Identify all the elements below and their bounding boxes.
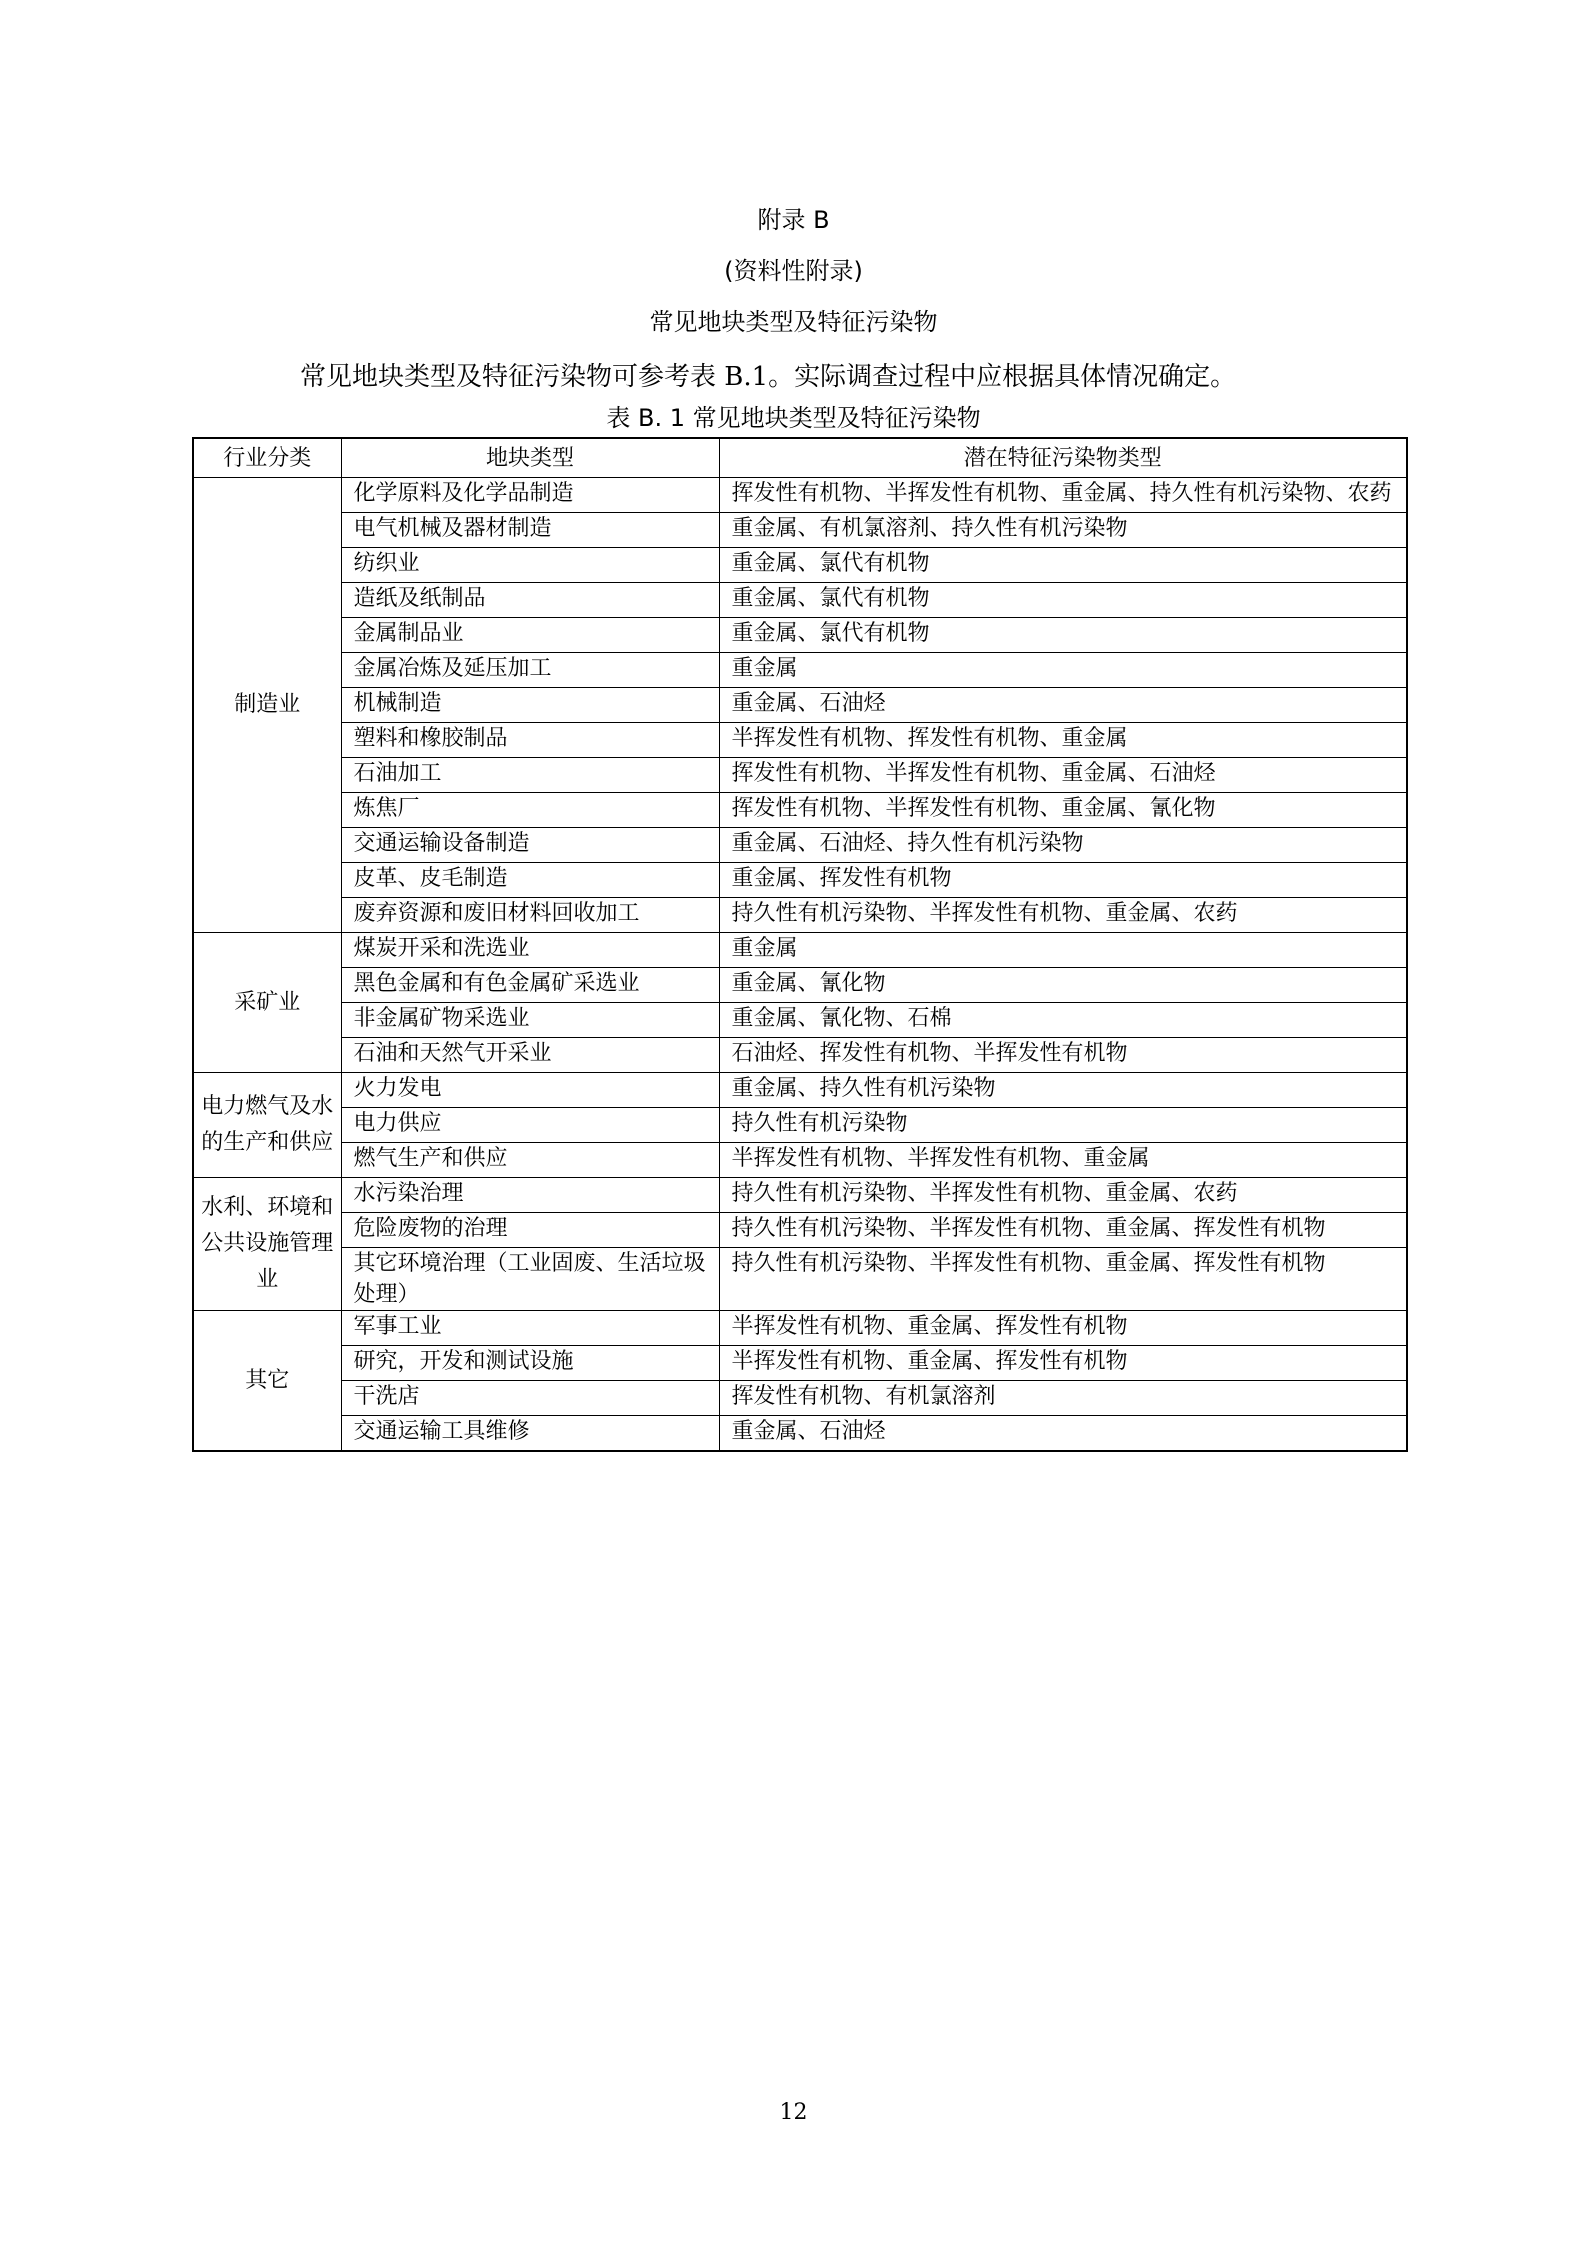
site-type-cell: 化学原料及化学品制造 (341, 478, 719, 513)
industry-cell: 水利、环境和公共设施管理业 (193, 1178, 341, 1311)
pollutants-cell: 持久性有机污染物 (719, 1108, 1407, 1143)
pollutants-cell: 重金属 (719, 933, 1407, 968)
table-row (193, 1213, 1407, 1248)
pollutants-cell: 半挥发性有机物、挥发性有机物、重金属 (719, 723, 1407, 758)
table-row (193, 933, 1407, 968)
site-type-cell: 电力供应 (341, 1108, 719, 1143)
pollutants-cell: 挥发性有机物、半挥发性有机物、重金属、石油烃 (719, 758, 1407, 793)
site-type-cell: 研究，开发和测试设施 (341, 1346, 719, 1381)
site-type-cell: 其它环境治理（工业固废、生活垃圾处理） (341, 1248, 719, 1311)
pollutants-cell: 持久性有机污染物、半挥发性有机物、重金属、挥发性有机物 (719, 1248, 1407, 1311)
site-type-cell: 水污染治理 (341, 1178, 719, 1213)
table-row (193, 688, 1407, 723)
site-type-cell: 火力发电 (341, 1073, 719, 1108)
appendix-title: 常见地块类型及特征污染物 (649, 308, 938, 336)
table-row (193, 1003, 1407, 1038)
table-row (193, 548, 1407, 583)
site-type-cell: 黑色金属和有色金属矿采选业 (341, 968, 719, 1003)
pollutants-cell: 持久性有机污染物、半挥发性有机物、重金属、农药 (719, 1178, 1407, 1213)
industry-cell: 采矿业 (193, 933, 341, 1073)
appendix-type: (资料性附录) (724, 257, 863, 285)
table-row (193, 863, 1407, 898)
pollutants-cell: 挥发性有机物、有机氯溶剂 (719, 1381, 1407, 1416)
table-row (193, 1381, 1407, 1416)
site-type-cell: 皮革、皮毛制造 (341, 863, 719, 898)
table-row (193, 793, 1407, 828)
industry-cell: 电力燃气及水的生产和供应 (193, 1073, 341, 1178)
table-row (193, 898, 1407, 933)
site-type-cell: 金属冶炼及延压加工 (341, 653, 719, 688)
table-row (193, 1073, 1407, 1108)
pollutants-cell: 重金属、石油烃、持久性有机污染物 (719, 828, 1407, 863)
site-type-cell: 电气机械及器材制造 (341, 513, 719, 548)
appendix-label: 附录 B (757, 206, 830, 234)
table-row (193, 1346, 1407, 1381)
site-type-cell: 干洗店 (341, 1381, 719, 1416)
pollutants-cell: 半挥发性有机物、重金属、挥发性有机物 (719, 1346, 1407, 1381)
industry-cell: 制造业 (193, 478, 341, 933)
table-row (193, 1143, 1407, 1178)
pollutants-cell: 石油烃、挥发性有机物、半挥发性有机物 (719, 1038, 1407, 1073)
site-type-cell: 纺织业 (341, 548, 719, 583)
pollutants-cell: 挥发性有机物、半挥发性有机物、重金属、氰化物 (719, 793, 1407, 828)
table-row (193, 1108, 1407, 1143)
pollutants-cell: 重金属、石油烃 (719, 688, 1407, 723)
header-industry: 行业分类 (193, 438, 341, 478)
table-row (193, 1038, 1407, 1073)
pollutants-cell: 持久性有机污染物、半挥发性有机物、重金属、挥发性有机物 (719, 1213, 1407, 1248)
table-body (193, 478, 1407, 1452)
pollutants-cell: 重金属、氰化物 (719, 968, 1407, 1003)
page-number: 12 (779, 2100, 808, 2125)
pollutants-cell: 持久性有机污染物、半挥发性有机物、重金属、农药 (719, 898, 1407, 933)
table-row (193, 1248, 1407, 1311)
site-type-cell: 机械制造 (341, 688, 719, 723)
pollutants-cell: 重金属、有机氯溶剂、持久性有机污染物 (719, 513, 1407, 548)
pollutants-cell: 重金属、持久性有机污染物 (719, 1073, 1407, 1108)
site-type-cell: 石油加工 (341, 758, 719, 793)
pollutants-cell: 半挥发性有机物、半挥发性有机物、重金属 (719, 1143, 1407, 1178)
header-site-type: 地块类型 (341, 438, 719, 478)
table-caption: 表 B. 1 常见地块类型及特征污染物 (606, 404, 981, 432)
table-row (193, 968, 1407, 1003)
intro-paragraph: 常见地块类型及特征污染物可参考表 B.1。实际调查过程中应根据具体情况确定。 (300, 362, 1237, 392)
pollutants-cell: 半挥发性有机物、重金属、挥发性有机物 (719, 1311, 1407, 1346)
pollutants-cell: 重金属 (719, 653, 1407, 688)
site-type-cell: 非金属矿物采选业 (341, 1003, 719, 1038)
table-row (193, 723, 1407, 758)
table-row (193, 1416, 1407, 1452)
table-row (193, 618, 1407, 653)
pollutants-cell: 重金属、石油烃 (719, 1416, 1407, 1452)
table-row (193, 513, 1407, 548)
site-type-cell: 塑料和橡胶制品 (341, 723, 719, 758)
site-type-cell: 炼焦厂 (341, 793, 719, 828)
site-type-cell: 燃气生产和供应 (341, 1143, 719, 1178)
pollutant-table (192, 437, 1408, 1452)
site-type-cell: 石油和天然气开采业 (341, 1038, 719, 1073)
table-row (193, 1311, 1407, 1346)
site-type-cell: 危险废物的治理 (341, 1213, 719, 1248)
site-type-cell: 造纸及纸制品 (341, 583, 719, 618)
site-type-cell: 交通运输工具维修 (341, 1416, 719, 1452)
site-type-cell: 废弃资源和废旧材料回收加工 (341, 898, 719, 933)
pollutants-cell: 重金属、氰化物、石棉 (719, 1003, 1407, 1038)
table-row (193, 583, 1407, 618)
table-header-row (193, 438, 1407, 478)
table-row (193, 653, 1407, 688)
pollutants-cell: 重金属、氯代有机物 (719, 618, 1407, 653)
table-row (193, 758, 1407, 793)
table-row (193, 1178, 1407, 1213)
industry-cell: 其它 (193, 1311, 341, 1452)
table-row (193, 828, 1407, 863)
site-type-cell: 金属制品业 (341, 618, 719, 653)
pollutants-cell: 重金属、氯代有机物 (719, 583, 1407, 618)
pollutants-cell: 重金属、氯代有机物 (719, 548, 1407, 583)
pollutants-cell: 挥发性有机物、半挥发性有机物、重金属、持久性有机污染物、农药 (719, 478, 1407, 513)
site-type-cell: 交通运输设备制造 (341, 828, 719, 863)
table-row (193, 478, 1407, 513)
site-type-cell: 军事工业 (341, 1311, 719, 1346)
site-type-cell: 煤炭开采和洗选业 (341, 933, 719, 968)
pollutants-cell: 重金属、挥发性有机物 (719, 863, 1407, 898)
header-pollutants: 潜在特征污染物类型 (719, 438, 1407, 478)
